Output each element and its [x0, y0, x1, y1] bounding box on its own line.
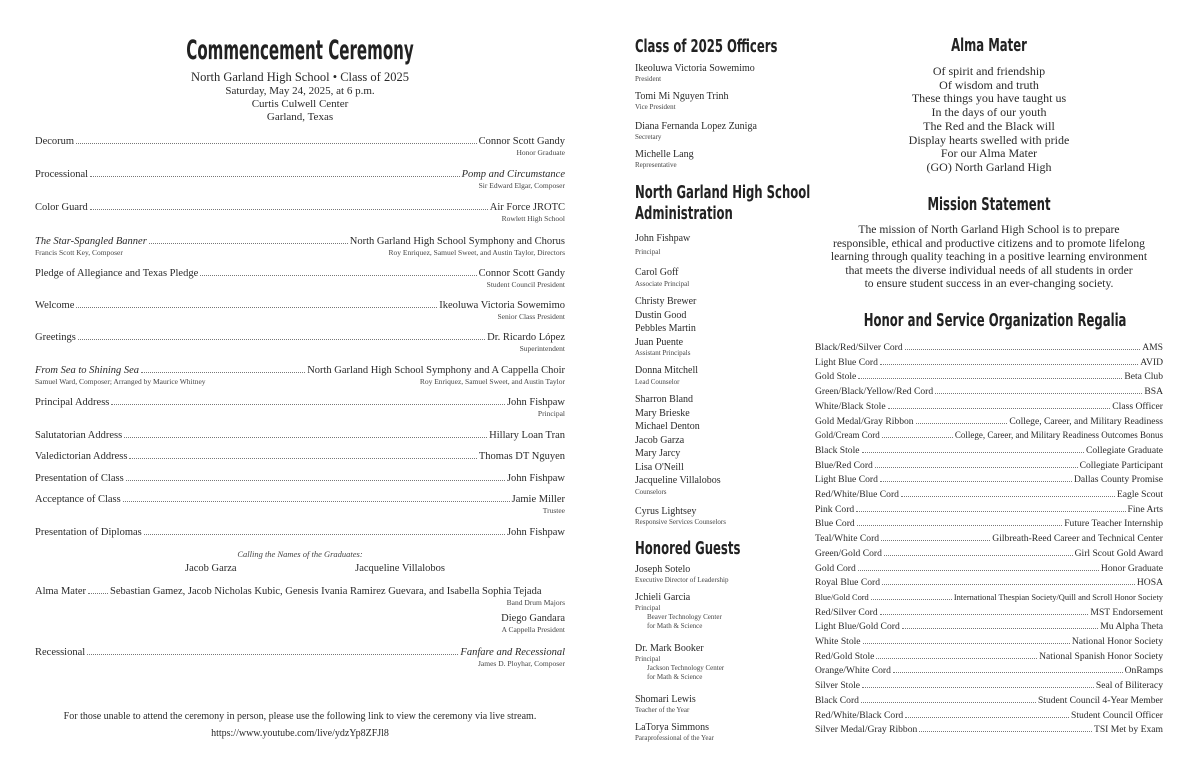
dot-leader — [880, 473, 1072, 482]
lyric-line: Of spirit and friendship — [932, 64, 1046, 78]
regalia-row — [815, 400, 1163, 412]
lyric-line: (GO) North Garland High — [926, 159, 1052, 174]
dot-leader — [919, 723, 1092, 732]
regalia-org: Class Officer — [1112, 400, 1163, 412]
regalia-item: Black Stole — [815, 444, 860, 456]
program-item-sub: Rowlett High School — [501, 214, 565, 223]
program-item-value: Connor Scott Gandy — [478, 268, 565, 279]
regalia-org: Student Council Officer — [1070, 709, 1163, 721]
dot-leader — [935, 385, 1142, 394]
regalia-org: Mu Alpha Theta — [1100, 621, 1163, 633]
dot-leader — [901, 488, 1115, 497]
program-item-sub: Superintendent — [519, 344, 565, 353]
program-venue: Curtis Culwell Center — [251, 98, 349, 110]
person-role: Principal — [635, 604, 661, 612]
program-item-presentation-of-class — [35, 472, 565, 484]
person-name: LaTorya Simmons — [635, 722, 710, 733]
dot-leader — [858, 562, 1099, 571]
guest-entry — [635, 722, 800, 743]
guest-entry — [635, 643, 800, 682]
program-item-processional — [35, 168, 565, 190]
regalia-item: Silver Medal/Gray Ribbon — [815, 724, 918, 736]
dot-leader — [875, 459, 1078, 468]
dot-leader — [893, 664, 1123, 673]
dot-leader — [141, 364, 305, 373]
lyric-line: Of wisdom and truth — [939, 77, 1039, 92]
program-item-value: John Fishpaw — [506, 473, 565, 484]
mission-line: responsible, ethical and productive citizens and to promote lifelong — [833, 236, 1145, 250]
regalia-org: National Honor Society — [1071, 636, 1163, 647]
admin-group — [635, 365, 800, 387]
regalia-org: BSA — [1144, 386, 1163, 398]
program-item-value: Thomas DT Nguyen — [478, 451, 565, 462]
regalia-item: Gold Cord — [815, 562, 856, 574]
program-item-sub: Student Council President — [486, 280, 565, 289]
program-item-principal-address — [35, 396, 565, 418]
dot-leader — [857, 517, 1062, 526]
program-item-sub: Sir Edward Elgar, Composer — [478, 181, 565, 190]
dot-leader — [90, 201, 488, 210]
dot-leader — [905, 709, 1069, 718]
person-name: Michael Denton — [635, 421, 700, 432]
regalia-org: Collegiate Graduate — [1086, 444, 1163, 456]
regalia-item: Black Cord — [815, 694, 859, 706]
alma-mater-title: Alma Mater — [951, 35, 1027, 56]
program-item-pledge — [35, 267, 565, 289]
regalia-org: Girl Scout Gold Award — [1074, 547, 1163, 559]
program-item-label: Color Guard — [35, 202, 88, 213]
regalia-row — [815, 488, 1163, 500]
person-name: Shomari Lewis — [635, 694, 696, 705]
regalia-org: Fine Arts — [1127, 503, 1163, 515]
program-item-sub: James D. Ployhar, Composer — [478, 659, 565, 668]
regalia-item: Teal/White Cord — [815, 533, 880, 545]
regalia-item: Pink Cord — [815, 503, 855, 515]
mission-statement — [815, 223, 1163, 291]
person-role: Associate Principal — [635, 280, 690, 288]
regalia-org: College, Career, and Military Readiness — [1009, 415, 1163, 427]
dot-leader — [881, 532, 990, 541]
dot-leader — [863, 635, 1070, 644]
dot-leader — [861, 694, 1036, 703]
person-name: Dr. Mark Booker — [635, 643, 704, 654]
regalia-org: MST Endorsement — [1090, 606, 1163, 618]
regalia-org: AVID — [1140, 356, 1163, 368]
person-name: Mary Brieske — [635, 407, 690, 419]
regalia-org: AMS — [1142, 342, 1163, 353]
dot-leader — [871, 591, 952, 600]
reader-name: Jacob Garza — [185, 563, 237, 574]
program-item-label: Principal Address — [35, 397, 110, 408]
program-item-color-guard — [35, 201, 565, 223]
program-item-welcome — [35, 299, 565, 321]
officers-title: Class of 2025 Officers — [635, 36, 778, 57]
person-name: Jacqueline Villalobos — [635, 475, 721, 486]
guests-title: Honored Guests — [635, 538, 741, 559]
dot-leader — [905, 341, 1141, 350]
program-item-sub-2: A Cappella President — [501, 625, 565, 634]
regalia-row — [815, 576, 1163, 588]
person-role: Paraprofessional of the Year — [635, 734, 714, 742]
program-item-value: North Garland High School Symphony and A Cappella Choir — [307, 365, 565, 376]
regalia-title: Honor and Service Organization Regalia — [863, 310, 1127, 331]
reader-name: Jacqueline Villalobos — [355, 563, 445, 574]
regalia-item: Gold/Cream Cord — [815, 430, 880, 441]
program-item-label: Welcome — [35, 300, 75, 311]
regalia-org: College, Career, and Military Readiness Outcomes Bonus — [954, 430, 1163, 441]
person-detail: Beaver Technology Center — [647, 613, 722, 621]
regalia-row — [815, 606, 1163, 618]
person-name: Mary Jarcy — [635, 448, 681, 459]
regalia-row — [815, 635, 1163, 647]
dot-leader — [76, 299, 437, 308]
person-name: Lisa O'Neill — [635, 461, 684, 473]
regalia-org: Beta Club — [1124, 371, 1163, 383]
mission-line: to ensure student success in an ever-changing society. — [864, 277, 1114, 291]
regalia-org: Honor Graduate — [1100, 562, 1163, 574]
program-item-sub-left: Samuel Ward, Composer; Arranged by Maurice Whitney — [35, 377, 206, 386]
regalia-item: Royal Blue Cord — [815, 577, 881, 589]
dot-leader — [90, 168, 459, 177]
regalia-row — [815, 473, 1163, 485]
program-item-label: Recessional — [35, 647, 86, 658]
program-city: Garland, Texas — [266, 111, 334, 123]
program-item-value: Dr. Ricardo López — [487, 332, 565, 343]
program-item-value: North Garland High School Symphony and Chorus — [349, 236, 565, 247]
person-role: Principal — [635, 248, 661, 256]
dot-leader — [882, 576, 1135, 585]
regalia-item: Light Blue/Gold Cord — [815, 621, 900, 633]
regalia-item: White Stole — [815, 636, 861, 647]
person-name: John Fishpaw — [635, 233, 691, 244]
regalia-row — [815, 459, 1163, 471]
program-item-valedictorian — [35, 450, 565, 462]
regalia-row — [815, 532, 1163, 544]
dot-leader — [123, 493, 510, 502]
program-item-label: Presentation of Diplomas — [35, 527, 142, 538]
person-role: Lead Counselor — [635, 378, 680, 386]
admin-group — [635, 267, 800, 289]
dot-leader — [200, 267, 476, 276]
regalia-item: Light Blue Cord — [815, 474, 878, 486]
regalia-org: Dallas County Promise — [1073, 474, 1163, 486]
program-item-sub: Honor Graduate — [516, 148, 565, 157]
regalia-org: OnRamps — [1124, 665, 1163, 677]
dot-leader — [126, 472, 505, 481]
program-item-sub: Trustee — [542, 506, 565, 515]
program-item-value: John Fishpaw — [506, 527, 565, 538]
program-item-greetings — [35, 331, 565, 353]
person-name: Sharron Bland — [635, 394, 694, 405]
calling-names-readers — [185, 563, 445, 574]
dot-leader — [862, 679, 1094, 688]
dot-leader — [76, 135, 477, 144]
program-item-sub-right: Roy Enriquez, Samuel Sweet, and Austin Taylor, Directors — [388, 248, 565, 257]
person-name: Michelle Lang — [635, 149, 694, 160]
person-name: Tomi Mi Nguyen Trinh — [635, 91, 729, 102]
person-role: Vice President — [635, 103, 676, 111]
regalia-item: Black/Red/Silver Cord — [815, 342, 903, 353]
person-name: Diana Fernanda Lopez Zuniga — [635, 121, 757, 132]
program-item-label: From Sea to Shining Sea — [35, 365, 140, 376]
guest-entry — [635, 694, 800, 715]
person-name: Jchieli Garcia — [635, 592, 691, 603]
program-item-sub: Principal — [537, 409, 565, 418]
regalia-org: Future Teacher Internship — [1064, 518, 1163, 530]
dot-leader — [916, 415, 1008, 424]
program-item-value: Hillary Loan Tran — [489, 430, 565, 441]
dot-leader — [882, 429, 953, 438]
regalia-row — [815, 356, 1163, 368]
lyric-line: For our Alma Mater — [940, 146, 1038, 161]
program-item-label: Valedictorian Address — [35, 451, 128, 462]
program-item-salutatorian — [35, 429, 565, 441]
person-name: Christy Brewer — [635, 296, 697, 307]
dot-leader — [124, 429, 487, 438]
regalia-org: Eagle Scout — [1116, 489, 1163, 500]
person-detail: Jackson Technology Center — [647, 664, 725, 672]
program-item-anthem — [35, 235, 565, 257]
program-title: Commencement Ceremony — [186, 35, 414, 66]
dot-leader — [880, 356, 1138, 365]
person-name: Cyrus Lightsey — [635, 506, 697, 517]
person-name: Juan Puente — [635, 336, 684, 348]
program-item-alma-mater — [35, 585, 565, 634]
program-item-sub: Band Drum Majors — [506, 598, 565, 607]
regalia-item: Blue Cord — [815, 518, 855, 530]
dot-leader — [144, 526, 505, 535]
person-name: Carol Goff — [635, 267, 679, 278]
alma-mater-lyrics — [815, 65, 1163, 175]
administration-title — [635, 182, 810, 224]
regalia-row — [815, 415, 1163, 427]
regalia-item: Red/Silver Cord — [815, 606, 878, 618]
person-role: Responsive Services Counselors — [635, 518, 726, 526]
regalia-org: HOSA — [1136, 577, 1163, 589]
program-item-value: Fanfare and Recessional — [460, 647, 565, 658]
regalia-row — [815, 723, 1163, 735]
lyric-line: In the days of our youth — [931, 105, 1047, 120]
regalia-item: Gold Medal/Gray Ribbon — [815, 415, 914, 427]
guest-entry — [635, 564, 800, 585]
person-role: Principal — [635, 655, 661, 663]
guest-entry — [635, 592, 800, 631]
regalia-item: Red/Gold Stole — [815, 650, 875, 662]
dot-leader — [884, 547, 1073, 556]
dot-leader — [78, 331, 485, 340]
person-name: Jacob Garza — [635, 434, 685, 446]
program-item-value: Sebastian Gamez, Jacob Nicholas Kubic, Genesis Ivania Ramirez Guevara, and Isabella Sophia Tejada — [110, 586, 542, 597]
dot-leader — [111, 396, 505, 405]
dot-leader — [888, 400, 1111, 409]
mission-line: that meets the diverse individual needs of all students in order — [845, 263, 1133, 277]
regalia-row — [815, 429, 1163, 440]
officer-entry — [635, 91, 800, 112]
program-item-label: Acceptance of Class — [35, 494, 121, 505]
livestream-link[interactable]: https://www.youtube.com/live/ydzYp8ZFJl8 — [211, 728, 389, 739]
regalia-org: National Spanish Honor Society — [1039, 650, 1163, 662]
regalia-item: Light Blue Cord — [815, 356, 878, 368]
administration-title-line2: Administration — [635, 203, 733, 224]
admin-group — [635, 295, 800, 358]
program-item-label: Salutatorian Address — [35, 430, 123, 441]
dot-leader — [876, 650, 1037, 659]
regalia-row — [815, 444, 1163, 456]
regalia-item: Red/White/Black Cord — [815, 709, 904, 721]
dot-leader — [87, 646, 458, 655]
regalia-item: White/Black Stole — [815, 400, 886, 412]
regalia-row — [815, 370, 1163, 382]
regalia-item: Orange/White Cord — [815, 665, 891, 677]
dot-leader — [880, 606, 1089, 615]
regalia-row — [815, 709, 1163, 721]
program-item-label: Decorum — [35, 136, 75, 147]
dot-leader — [88, 585, 108, 594]
person-role: Executive Director of Leadership — [635, 576, 729, 584]
program-item-sub-right: Roy Enriquez, Samuel Sweet, and Austin Taylor — [419, 377, 565, 386]
regalia-org: Student Council 4-Year Member — [1037, 694, 1163, 706]
program-item-sea-to-shining-sea — [35, 364, 565, 386]
officer-entry — [635, 121, 800, 142]
regalia-row — [815, 517, 1163, 529]
person-role: Teacher of the Year — [635, 706, 690, 714]
person-name: Ikeoluwa Victoria Sowemimo — [635, 63, 755, 74]
program-item-sub-left: Francis Scott Key, Composer — [35, 248, 123, 257]
person-detail: for Math & Science — [647, 673, 703, 681]
person-detail: for Math & Science — [647, 622, 703, 630]
regalia-org: Collegiate Participant — [1079, 459, 1163, 471]
regalia-org: TSI Met by Exam — [1093, 724, 1163, 736]
program-item-label: The Star-Spangled Banner — [35, 236, 147, 247]
regalia-row — [815, 591, 1163, 602]
regalia-row — [815, 694, 1163, 706]
program-item-label: Alma Mater — [35, 586, 87, 597]
person-name: Joseph Sotelo — [635, 564, 691, 575]
dot-leader — [149, 235, 348, 244]
dot-leader — [862, 444, 1085, 453]
regalia-row — [815, 547, 1163, 559]
person-name: Donna Mitchell — [635, 365, 699, 376]
regalia-row — [815, 664, 1163, 676]
regalia-row — [815, 650, 1163, 662]
program-item-label: Processional — [35, 169, 89, 180]
program-item-value: Air Force JROTC — [489, 202, 565, 213]
regalia-item: Green/Gold Cord — [815, 547, 882, 559]
lyric-line: The Red and the Black will — [923, 118, 1055, 133]
officer-entry — [635, 63, 800, 84]
dot-leader — [858, 370, 1122, 379]
program-item-value-2: Diego Gandara — [501, 613, 565, 624]
person-name: Dustin Good — [635, 309, 687, 321]
regalia-org: Seal of Biliteracy — [1095, 680, 1163, 692]
program-item-decorum — [35, 135, 565, 157]
administration-title-line1: North Garland High School — [635, 182, 811, 203]
regalia-item: Blue/Red Cord — [815, 459, 873, 471]
admin-group — [635, 233, 800, 257]
dot-leader — [902, 620, 1099, 629]
regalia-item: Blue/Gold Cord — [815, 592, 869, 602]
dot-leader — [129, 450, 476, 459]
program-item-value: Connor Scott Gandy — [478, 136, 565, 147]
mission-line: The mission of North Garland High School is to prepare — [858, 223, 1120, 236]
person-role: President — [635, 75, 662, 83]
lyric-line: Display hearts swelled with pride — [908, 132, 1070, 147]
admin-group — [635, 393, 800, 497]
program-item-recessional — [35, 646, 565, 668]
mission-line: learning through quality teaching in a positive learning environment — [830, 250, 1148, 264]
regalia-row — [815, 385, 1163, 397]
regalia-row — [815, 679, 1163, 691]
regalia-row — [815, 341, 1163, 353]
person-role: Secretary — [635, 133, 662, 141]
regalia-org: Gilbreath-Reed Career and Technical Center — [992, 533, 1163, 545]
program-item-label: Presentation of Class — [35, 473, 124, 484]
admin-group — [635, 506, 800, 527]
livestream-note: For those unable to attend the ceremony in person, please use the following link to view the ceremony via live stream. — [63, 711, 537, 722]
program-date: Saturday, May 24, 2025, at 6 p.m. — [225, 85, 375, 97]
person-role: Counselors — [635, 487, 667, 496]
regalia-item: Gold Stole — [815, 371, 857, 383]
program-item-value: John Fishpaw — [506, 397, 565, 408]
program-item-acceptance-of-class — [35, 493, 565, 515]
program-subtitle: North Garland High School • Class of 2025 — [191, 70, 409, 84]
regalia-row — [815, 562, 1163, 574]
person-name: Pebbles Martin — [635, 323, 696, 334]
regalia-item: Green/Black/Yellow/Red Cord — [815, 386, 934, 398]
person-role: Assistant Principals — [635, 349, 691, 357]
regalia-item: Silver Stole — [815, 680, 861, 692]
program-item-sub: Senior Class President — [497, 312, 565, 321]
calling-names-title: Calling the Names of the Graduates: — [237, 549, 363, 559]
program-details — [35, 85, 565, 124]
lyric-line: These things you have taught us — [911, 91, 1067, 106]
program-item-label: Pledge of Allegiance and Texas Pledge — [35, 268, 199, 279]
person-role: Representative — [635, 161, 677, 169]
regalia-item: Red/White/Blue Cord — [815, 489, 899, 500]
regalia-row — [815, 620, 1163, 632]
program-item-value: Ikeoluwa Victoria Sowemimo — [439, 300, 565, 311]
officer-entry — [635, 149, 800, 170]
program-item-value: Pomp and Circumstance — [461, 169, 565, 180]
regalia-row — [815, 503, 1163, 515]
mission-title: Mission Statement — [927, 194, 1051, 215]
dot-leader — [856, 503, 1125, 512]
program-item-value: Jamie Miller — [511, 494, 565, 505]
program-item-label: Greetings — [35, 332, 76, 343]
regalia-org: International Thespian Society/Quill and Scroll Honor Society — [953, 592, 1163, 602]
program-item-presentation-of-diplomas — [35, 526, 565, 538]
